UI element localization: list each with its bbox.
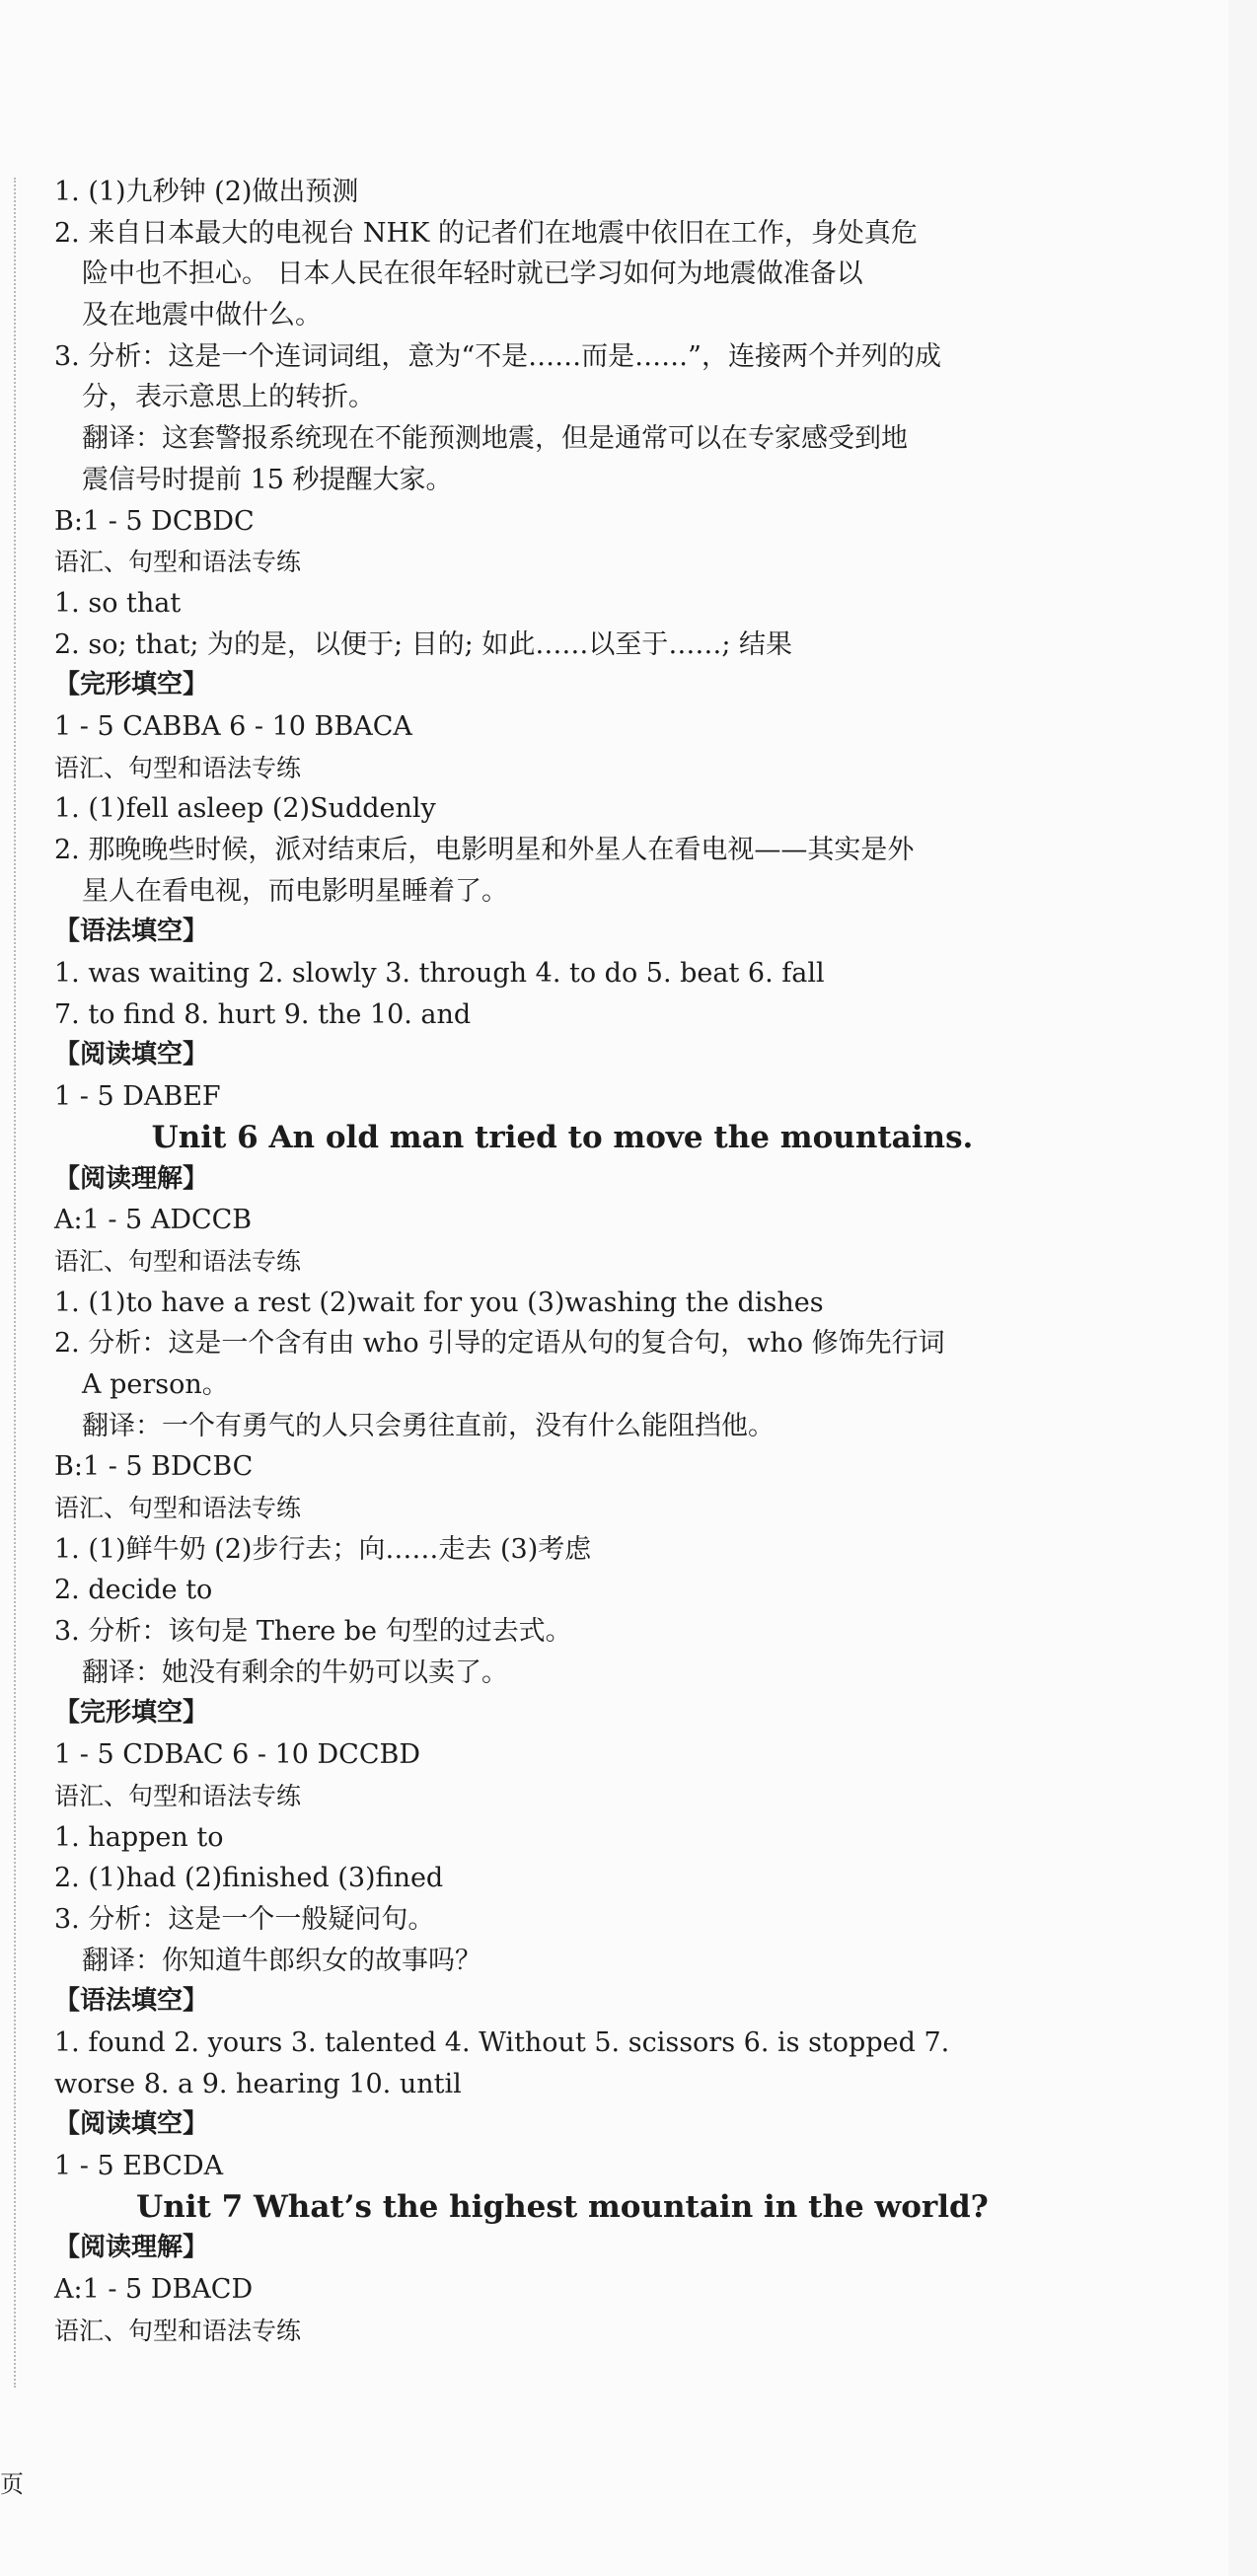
answer-line: 7. to find 8. hurt 9. the 10. and: [54, 998, 472, 1030]
section-heading: 【完形填空】: [54, 1698, 209, 1729]
answer-line: 1. found 2. yours 3. talented 4. Without 5. scissors 6. is stopped 7.: [54, 2026, 950, 2058]
answer-continuation-line: 翻译：你知道牛郎织女的故事吗？: [82, 1945, 481, 1976]
answer-line: 1 - 5 CDBAC 6 - 10 DCCBD: [54, 1739, 420, 1771]
answer-line: 2. 来自日本最大的电视台 NHK 的记者们在地震中依旧在工作，身处真危: [54, 217, 918, 249]
subsection-label: 语汇、句型和语法专练: [54, 1246, 302, 1276]
answer-line: 1. (1)to have a rest (2)wait for you (3)washing the dishes: [54, 1287, 824, 1318]
section-heading: 【阅读填空】: [54, 1040, 209, 1070]
section-heading: 【语法填空】: [54, 1986, 209, 2017]
answer-line: 1. (1)鲜牛奶 (2)步行去；向……走去 (3)考虑: [54, 1533, 592, 1565]
answer-line: 3. 分析：这是一个连词词组，意为“不是……而是……”，连接两个并列的成: [54, 340, 941, 372]
subsection-label: 语汇、句型和语法专练: [54, 548, 302, 577]
subsection-label: 语汇、句型和语法专练: [54, 1494, 302, 1522]
section-heading: 【阅读填空】: [54, 2109, 209, 2140]
answer-line: B:1 - 5 DCBDC: [54, 505, 255, 537]
answer-line: 1. (1)fell asleep (2)Suddenly: [54, 793, 436, 825]
answer-line: worse 8. a 9. hearing 10. until: [54, 2068, 462, 2099]
answer-line: 2. decide to: [54, 1575, 213, 1606]
answer-continuation-line: 及在地震中做什么。: [82, 300, 322, 331]
answer-line: 1 - 5 CABBA 6 - 10 BBACA: [54, 710, 412, 742]
answer-continuation-line: 翻译：她没有剩余的牛奶可以卖了。: [82, 1656, 508, 1688]
section-heading: 【完形填空】: [54, 670, 209, 700]
subsection-label: 语汇、句型和语法专练: [54, 753, 302, 782]
answer-line: 2. so; that; 为的是，以便于; 目的; 如此……以至于……; 结果: [54, 628, 793, 660]
binding-dotted-line: [14, 178, 16, 2388]
answer-line: 1 - 5 EBCDA: [54, 2151, 224, 2181]
section-heading: 【阅读理解】: [54, 2233, 209, 2263]
answer-line: B:1 - 5 BDCBC: [54, 1451, 254, 1483]
answer-line: 3. 分析：该句是 There be 句型的过去式。: [54, 1616, 572, 1648]
subsection-label: 语汇、句型和语法专练: [54, 2316, 302, 2345]
answer-line: 1. was waiting 2. slowly 3. through 4. to do 5. beat 6. fall: [54, 958, 825, 990]
answer-content: [54, 172, 1051, 2351]
answer-line: A:1 - 5 DBACD: [54, 2274, 254, 2306]
page-corner-label: 页: [0, 2470, 24, 2498]
answer-continuation-line: 翻译：一个有勇气的人只会勇往直前，没有什么能阻挡他。: [82, 1410, 775, 1441]
unit-title: Unit 6 An old man tried to move the mountains.: [151, 1119, 974, 1155]
answer-continuation-line: 险中也不担心。 日本人民在很年轻时就已学习如何为地震做准备以: [82, 258, 863, 290]
section-heading: 【阅读理解】: [54, 1163, 209, 1194]
answer-continuation-line: 翻译：这套警报系统现在不能预测地震，但是通常可以在专家感受到地: [82, 423, 908, 455]
subsection-label: 语汇、句型和语法专练: [54, 1781, 302, 1810]
answer-line: 1. so that: [54, 587, 182, 619]
answer-line: 2. 分析：这是一个含有由 who 引导的定语从句的复合句，who 修饰先行词: [54, 1328, 945, 1360]
answer-line: 1. (1)九秒钟 (2)做出预测: [54, 177, 359, 207]
unit-title: Unit 7 What’s the highest mountain in the world?: [136, 2188, 989, 2225]
section-heading: 【语法填空】: [54, 917, 209, 947]
answer-continuation-line: 震信号时提前 15 秒提醒大家。: [82, 464, 453, 495]
answer-continuation-line: 分，表示意思上的转折。: [82, 382, 375, 413]
answer-continuation-line: 星人在看电视，而电影明星睡着了。: [82, 875, 508, 907]
answer-line: 2. (1)had (2)finished (3)fined: [54, 1863, 444, 1894]
answer-line: A:1 - 5 ADCCB: [54, 1205, 253, 1236]
answer-line: 1. happen to: [54, 1821, 224, 1853]
answer-line: 3. 分析：这是一个一般疑问句。: [54, 1903, 435, 1935]
answer-continuation-line: A person。: [82, 1368, 229, 1400]
answer-line: 1 - 5 DABEF: [54, 1081, 221, 1113]
answer-line: 2. 那晚晚些时候，派对结束后，电影明星和外星人在看电视——其实是外: [54, 835, 915, 865]
